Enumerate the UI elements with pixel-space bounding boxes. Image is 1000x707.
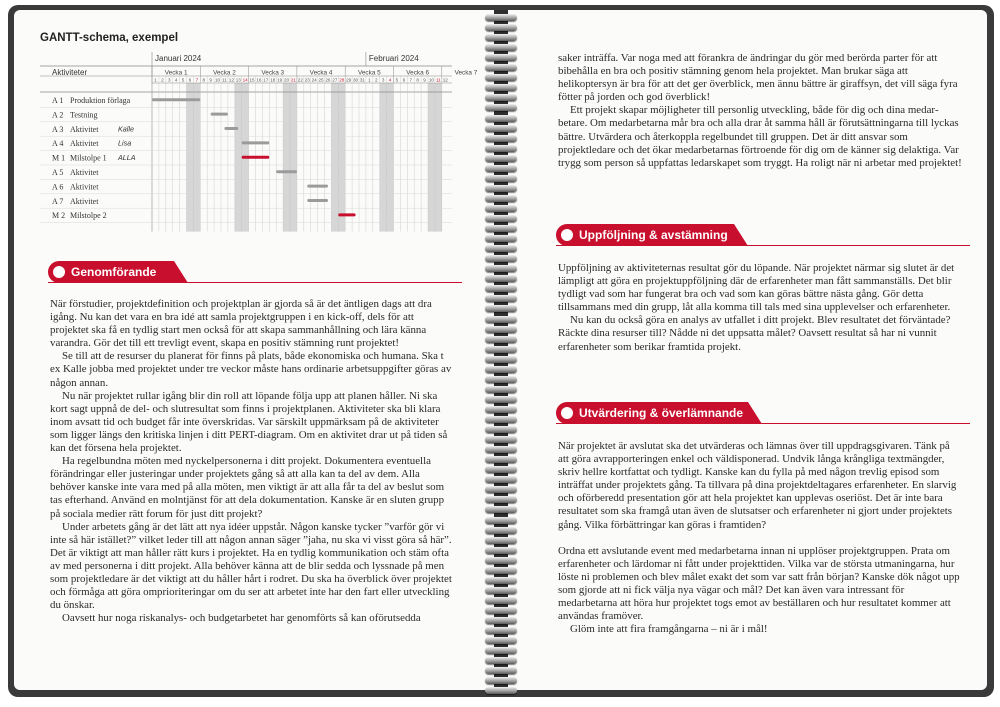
row-name: Milstolpe 1: [70, 153, 107, 163]
spiral-ring: [485, 466, 517, 473]
weekend-column: [387, 83, 394, 232]
spiral-ring: [485, 547, 517, 554]
paragraph: Ha regelbundna möten med nyckelpersonerna i ditt projekt. Dokumentera eventuella förändringar eller justeringar under projektets gång så att alla kan ta del av dem. Alla behöver kanske inte vara med på alla möten, men viktigt är att alla får ta del av beslut som tas efterhand. Använd en molntjänst för att dela dokumentation. Kanske är en sluten grupp på sociala medier rätt forum för just ditt projekt?: [50, 455, 445, 520]
right-intro-text: [558, 52, 962, 170]
spiral-ring: [485, 396, 517, 403]
section-rule: [556, 423, 970, 424]
day-label: 4: [388, 77, 392, 83]
spiral-ring: [485, 326, 517, 333]
milestone-bar: [338, 213, 355, 216]
spiral-ring: [485, 687, 517, 694]
section-rule: [556, 245, 970, 246]
paragraph: När förstudier, projektdefinition och projektplan är gjorda så är det äntligen dags att dra igång. Nu kan det vara en bra idé att samla projektgruppen i en kick-off, dels för att projektet ska få en tydlig start men också för att skapa sammanhållning och lära känna varandra. Gör det till ett trevligt event, skapa en positiv stämning runt projektet!: [50, 298, 432, 350]
bullet-dot-icon: [53, 266, 65, 278]
spiral-ring: [485, 517, 517, 524]
day-label: 2: [374, 77, 378, 83]
month-label: Februari 2024: [368, 54, 419, 63]
section-title: Uppföljning & avstämning: [579, 228, 728, 242]
spiral-ring: [485, 567, 517, 574]
spiral-ring: [485, 607, 517, 614]
row-code: A 7: [52, 196, 64, 206]
spiral-ring: [485, 366, 517, 373]
spiral-ring: [485, 94, 517, 101]
row-name: Aktivitet: [70, 196, 99, 206]
day-label: 5: [181, 77, 185, 83]
spiral-ring: [485, 265, 517, 272]
paragraph: Under arbetets gång är det lätt att nya idéer uppstår. Någon kanske tycker ”varför gör vi inte så här istället?” vilket leder till att någon annan säger ”jaha, nu ska vi visst göra så här”. Det är viktigt att man håller rätt kurs i projektet. Ha en tydlig kommunikation och stäm ofta av med personerna i ditt projekt. Alla behöver känna att de blir sedda och lyssnade på men som projektledare är det viktigt att du håller hårt i rodret. Du ska ha överblick över projektet och förmåga att göra omprioriteringar om du ser att arbetet inte har den fart eller utveckling du önskar.: [50, 520, 452, 612]
day-label: 15: [249, 77, 255, 83]
day-label: 10: [428, 77, 435, 83]
day-label: 23: [304, 77, 310, 83]
spiral-ring: [485, 115, 517, 122]
day-label: 31: [359, 77, 366, 83]
day-label: 11: [222, 77, 227, 83]
spiral-ring: [485, 426, 517, 433]
day-label: 26: [325, 77, 331, 83]
spiral-ring: [485, 667, 517, 674]
day-label: 9: [209, 77, 212, 83]
paragraph: Ordna ett avslutande event med medarbetarna innan ni upplöser projektgruppen. Prata om erfarenheter och lärdomar ni fått under projekttiden. Vilka var de största utmaningarna, hur löste ni problemen och blev målet exakt det som var satt från början? Kanske dök något upp som gjorde att ni fick välja nya vägar och mål? Det kan även vara intressant för medarbetarna att höra hur projektet togs emot av beställaren och hur resultatet kommer att användas framöver.: [558, 544, 960, 623]
spiral-ring: [485, 125, 517, 132]
day-label: 8: [202, 77, 206, 83]
spiral-ring: [485, 44, 517, 51]
spiral-ring: [485, 235, 517, 242]
row-code: M 2: [52, 211, 66, 221]
spiral-ring: [485, 406, 517, 413]
day-label: 5: [395, 77, 399, 83]
day-label: 18: [270, 77, 276, 83]
paragraph: Uppföljning av aktiviteternas resultat gör du löpande. När projektet närmar sig slutet är det lämpligt att göra en projektuppföljning där de erfarenheter man fått sammanställs. Det blir tydligt vad som har fungerat bra och vad som kan göras bättre nästa gång. Gör detta tillsammans med din grupp, låt alla komma till tals med sina upplevelser och erfarenheter.: [558, 262, 955, 314]
spiral-ring: [485, 506, 517, 513]
spiral-ring: [485, 486, 517, 493]
row-name: Aktivitet: [70, 124, 99, 134]
paragraph: Nu när projektet rullar igång blir din roll att löpande följa upp att planen håller. Ni ska kort sagt uppnå de del- och slutresultat som finns i projektplanen. Aktiviteter ska bli klara inom avsatt tid och budget får inte överskridas. Var särskilt uppmärksam på de aktiviteter som ligger längs den kritiska linjen i ditt PERT-diagram. Om en aktivitet drar ut på tiden så kan det försena hela projektet.: [50, 389, 448, 455]
spiral-ring: [485, 54, 517, 61]
day-label: 10: [214, 77, 221, 83]
day-label: 6: [188, 77, 192, 83]
spiral-ring: [485, 386, 517, 393]
spiral-ring: [485, 587, 517, 594]
spiral-ring: [485, 175, 517, 182]
row-code: A 2: [52, 110, 64, 120]
day-label: 3: [381, 77, 385, 83]
spiral-ring: [485, 627, 517, 634]
day-label: 6: [402, 77, 406, 83]
day-label: 1: [368, 77, 371, 83]
spiral-ring: [485, 597, 517, 604]
day-label: 30: [352, 77, 359, 83]
activity-bar: [307, 185, 328, 188]
spiral-ring: [485, 376, 517, 383]
utvardering-body-text: [558, 440, 962, 636]
row-code: A 4: [52, 139, 64, 149]
paragraph: Se till att de resurser du planerat för finns på plats, både ekonomiska och humana. Ska t ex Kalle jobba med projektet under tre veckor måste hans ordinarie arbetsuppgifter göras av någon annan.: [50, 350, 452, 389]
uppfoljning-body-text: [558, 262, 962, 354]
day-label: 24: [311, 77, 317, 83]
week-label: Vecka 6: [406, 69, 430, 77]
weekend-column: [235, 83, 242, 232]
day-label: 8: [416, 77, 419, 83]
activity-bar: [307, 199, 328, 202]
row-name: Aktivitet: [70, 182, 99, 192]
activity-bar: [224, 127, 238, 130]
week-label: Vecka 1: [164, 69, 188, 77]
spiral-ring: [485, 496, 517, 503]
row-name: Aktivitet: [70, 168, 99, 177]
row-person: Kalle: [118, 124, 134, 134]
day-label: 4: [174, 77, 178, 83]
paragraph: Glöm inte att fira framgångarna – ni är i mål!: [570, 623, 768, 636]
week-label: Vecka 5: [357, 69, 381, 77]
day-label: 28: [339, 77, 345, 83]
spiral-ring: [485, 195, 517, 202]
day-label: 14: [242, 77, 248, 83]
row-code: A 5: [52, 168, 64, 177]
spiral-ring: [485, 537, 517, 544]
paragraph: Nu kan du också göra en analys av utfallet i ditt projekt. Blev resultatet det förväntade? Räckte dina resurser till? Nådde ni det uppsatta målet? Oavsett resultat så har ni vunnit erfarenheter som berikar framtida projekt.: [558, 314, 951, 353]
weekend-column: [193, 83, 200, 232]
spiral-ring: [485, 205, 517, 212]
day-label: 12: [228, 77, 234, 83]
spiral-ring: [485, 275, 517, 282]
week-label: Vecka 7: [454, 69, 478, 77]
day-label: 19: [277, 77, 283, 83]
day-label: 7: [409, 77, 413, 83]
row-name: Produktion förlaga: [70, 96, 131, 105]
spiral-ring: [485, 336, 517, 343]
spiral-ring: [485, 165, 517, 172]
spiral-ring: [485, 285, 517, 292]
activities-header: Aktiviteter: [52, 68, 88, 77]
row-code: A 1: [52, 96, 64, 105]
spiral-ring: [485, 446, 517, 453]
row-code: A 3: [52, 124, 64, 134]
spiral-ring: [485, 416, 517, 423]
spiral-ring: [485, 135, 517, 142]
spiral-ring: [485, 647, 517, 654]
week-label: Vecka 4: [309, 69, 333, 77]
activity-bar: [242, 141, 270, 144]
week-label: Vecka 3: [261, 69, 285, 77]
weekend-column: [331, 83, 338, 232]
paragraph: När projektet är avslutat ska det utvärderas och lämnas över till uppdragsgivaren. Tänk på att göra avrapporteringen enkel och väldisponerad. Undvik långa krångliga textmängder, skriv hellre kortfattat och tydligt. Kanske kan du fylla på med någon trevlig episod som inträffat under projektets gång. Ta tillvara på dina projektdeltagares erfarenheter. En slarvig och oförberedd presentation gör att hela projektet kan upplevas oseriöst. Det är inte bara resultatet som ska framgå utan även de slutsatser och erfarenheter ni gjort under projektets gång. Vilka förbättringar kan göras i framtiden?: [558, 440, 957, 531]
spiral-ring: [485, 104, 517, 111]
weekend-column: [290, 83, 297, 232]
spiral-ring: [485, 527, 517, 534]
spiral-ring: [485, 436, 517, 443]
day-label: 11: [435, 77, 441, 83]
spiral-ring: [485, 557, 517, 564]
spiral-ring: [485, 356, 517, 363]
weekend-column: [380, 83, 387, 232]
spiral-ring: [485, 677, 517, 684]
weekend-column: [435, 83, 442, 232]
row-name: Milstolpe 2: [70, 211, 107, 221]
day-label: 2: [161, 77, 164, 83]
activity-bar: [152, 98, 200, 101]
day-label: 1: [154, 77, 157, 83]
spiral-ring: [485, 577, 517, 584]
weekend-column: [428, 83, 435, 232]
gantt-chart: [40, 50, 478, 234]
spiral-ring: [485, 84, 517, 91]
row-code: A 6: [52, 182, 64, 192]
spiral-ring: [485, 74, 517, 81]
day-label: 27: [332, 77, 338, 83]
spiral-ring: [485, 245, 517, 252]
spiral-ring: [485, 64, 517, 71]
spiral-ring: [485, 617, 517, 624]
month-label: Januari 2024: [155, 54, 202, 63]
paragraph: saker inträffa. Var noga med att förankra de ändringar du gör med berörda parter för att bibehålla en bra och positiv stämning genom hela projektet. Man brukar säga att helikoptersyn är bra för att det ger överblick, men ännu bättre är giraffsyn, det vill säga fyra fötter på jorden och god överblick!: [558, 52, 958, 104]
weekend-column: [283, 83, 290, 232]
row-person: Lisa: [118, 138, 132, 148]
day-label: 9: [423, 77, 426, 83]
day-label: 20: [283, 77, 290, 83]
day-label: 21: [290, 77, 297, 83]
day-label: 17: [263, 77, 269, 83]
activity-bar: [211, 113, 228, 116]
spiral-ring: [485, 295, 517, 302]
spiral-ring: [485, 476, 517, 483]
activity-bar: [276, 170, 297, 173]
spiral-ring: [485, 657, 517, 664]
spiral-ring: [485, 346, 517, 353]
weekend-column: [187, 83, 194, 232]
milestone-bar: [242, 156, 270, 159]
day-label: 12: [442, 77, 448, 83]
weekend-column: [338, 83, 345, 232]
section-title: Genomförande: [71, 265, 157, 279]
paragraph: Oavsett hur noga riskanalys- och budgetarbetet har genomförts så kan oförutsedda: [62, 612, 421, 625]
spiral-ring: [485, 14, 517, 21]
section-title: Utvärdering & överlämnande: [579, 406, 744, 420]
spiral-ring: [485, 185, 517, 192]
bullet-dot-icon: [561, 229, 573, 241]
day-label: 16: [256, 77, 262, 83]
bullet-dot-icon: [561, 407, 573, 419]
week-label: Vecka 2: [213, 69, 236, 77]
spiral-ring: [485, 215, 517, 222]
day-label: 3: [167, 77, 171, 83]
row-name: Aktivitet: [70, 139, 99, 149]
spiral-ring: [485, 255, 517, 262]
day-label: 13: [235, 77, 241, 83]
spiral-ring: [485, 316, 517, 323]
spiral-ring: [485, 305, 517, 312]
day-label: 29: [346, 77, 352, 83]
spiral-ring: [485, 225, 517, 232]
section-rule: [48, 282, 462, 283]
day-label: 22: [297, 77, 303, 83]
spiral-ring: [485, 637, 517, 644]
row-name: Testning: [70, 110, 98, 120]
day-label: 25: [318, 77, 324, 83]
spiral-ring: [485, 145, 517, 152]
left-body-text: [50, 298, 454, 625]
row-code: M 1: [52, 153, 66, 163]
paragraph: Ett projekt skapar möjligheter till personlig utveckling, både för dig och dina medarbetare. Om medarbetarna mår bra och alla drar åt samma håll är förutsättningarna till lyckas bättre. Utvärdera och återkoppla regelbundet till gruppen. Det är ditt ansvar som projektledare och det ökar medarbetarnas förtroende för dig om de känner sig delaktiga. Var trygg som person så uppfattas ledarskapet som tryggt. Ha roligt när ni arbetar med projektet!: [558, 104, 962, 169]
gantt-title: GANTT-schema, exempel: [40, 32, 179, 44]
spiral-ring: [485, 24, 517, 31]
row-person: ALLA: [118, 153, 136, 163]
spiral-ring: [485, 34, 517, 41]
day-label: 7: [195, 77, 199, 83]
spiral-ring: [485, 155, 517, 162]
spiral-ring: [485, 456, 517, 463]
